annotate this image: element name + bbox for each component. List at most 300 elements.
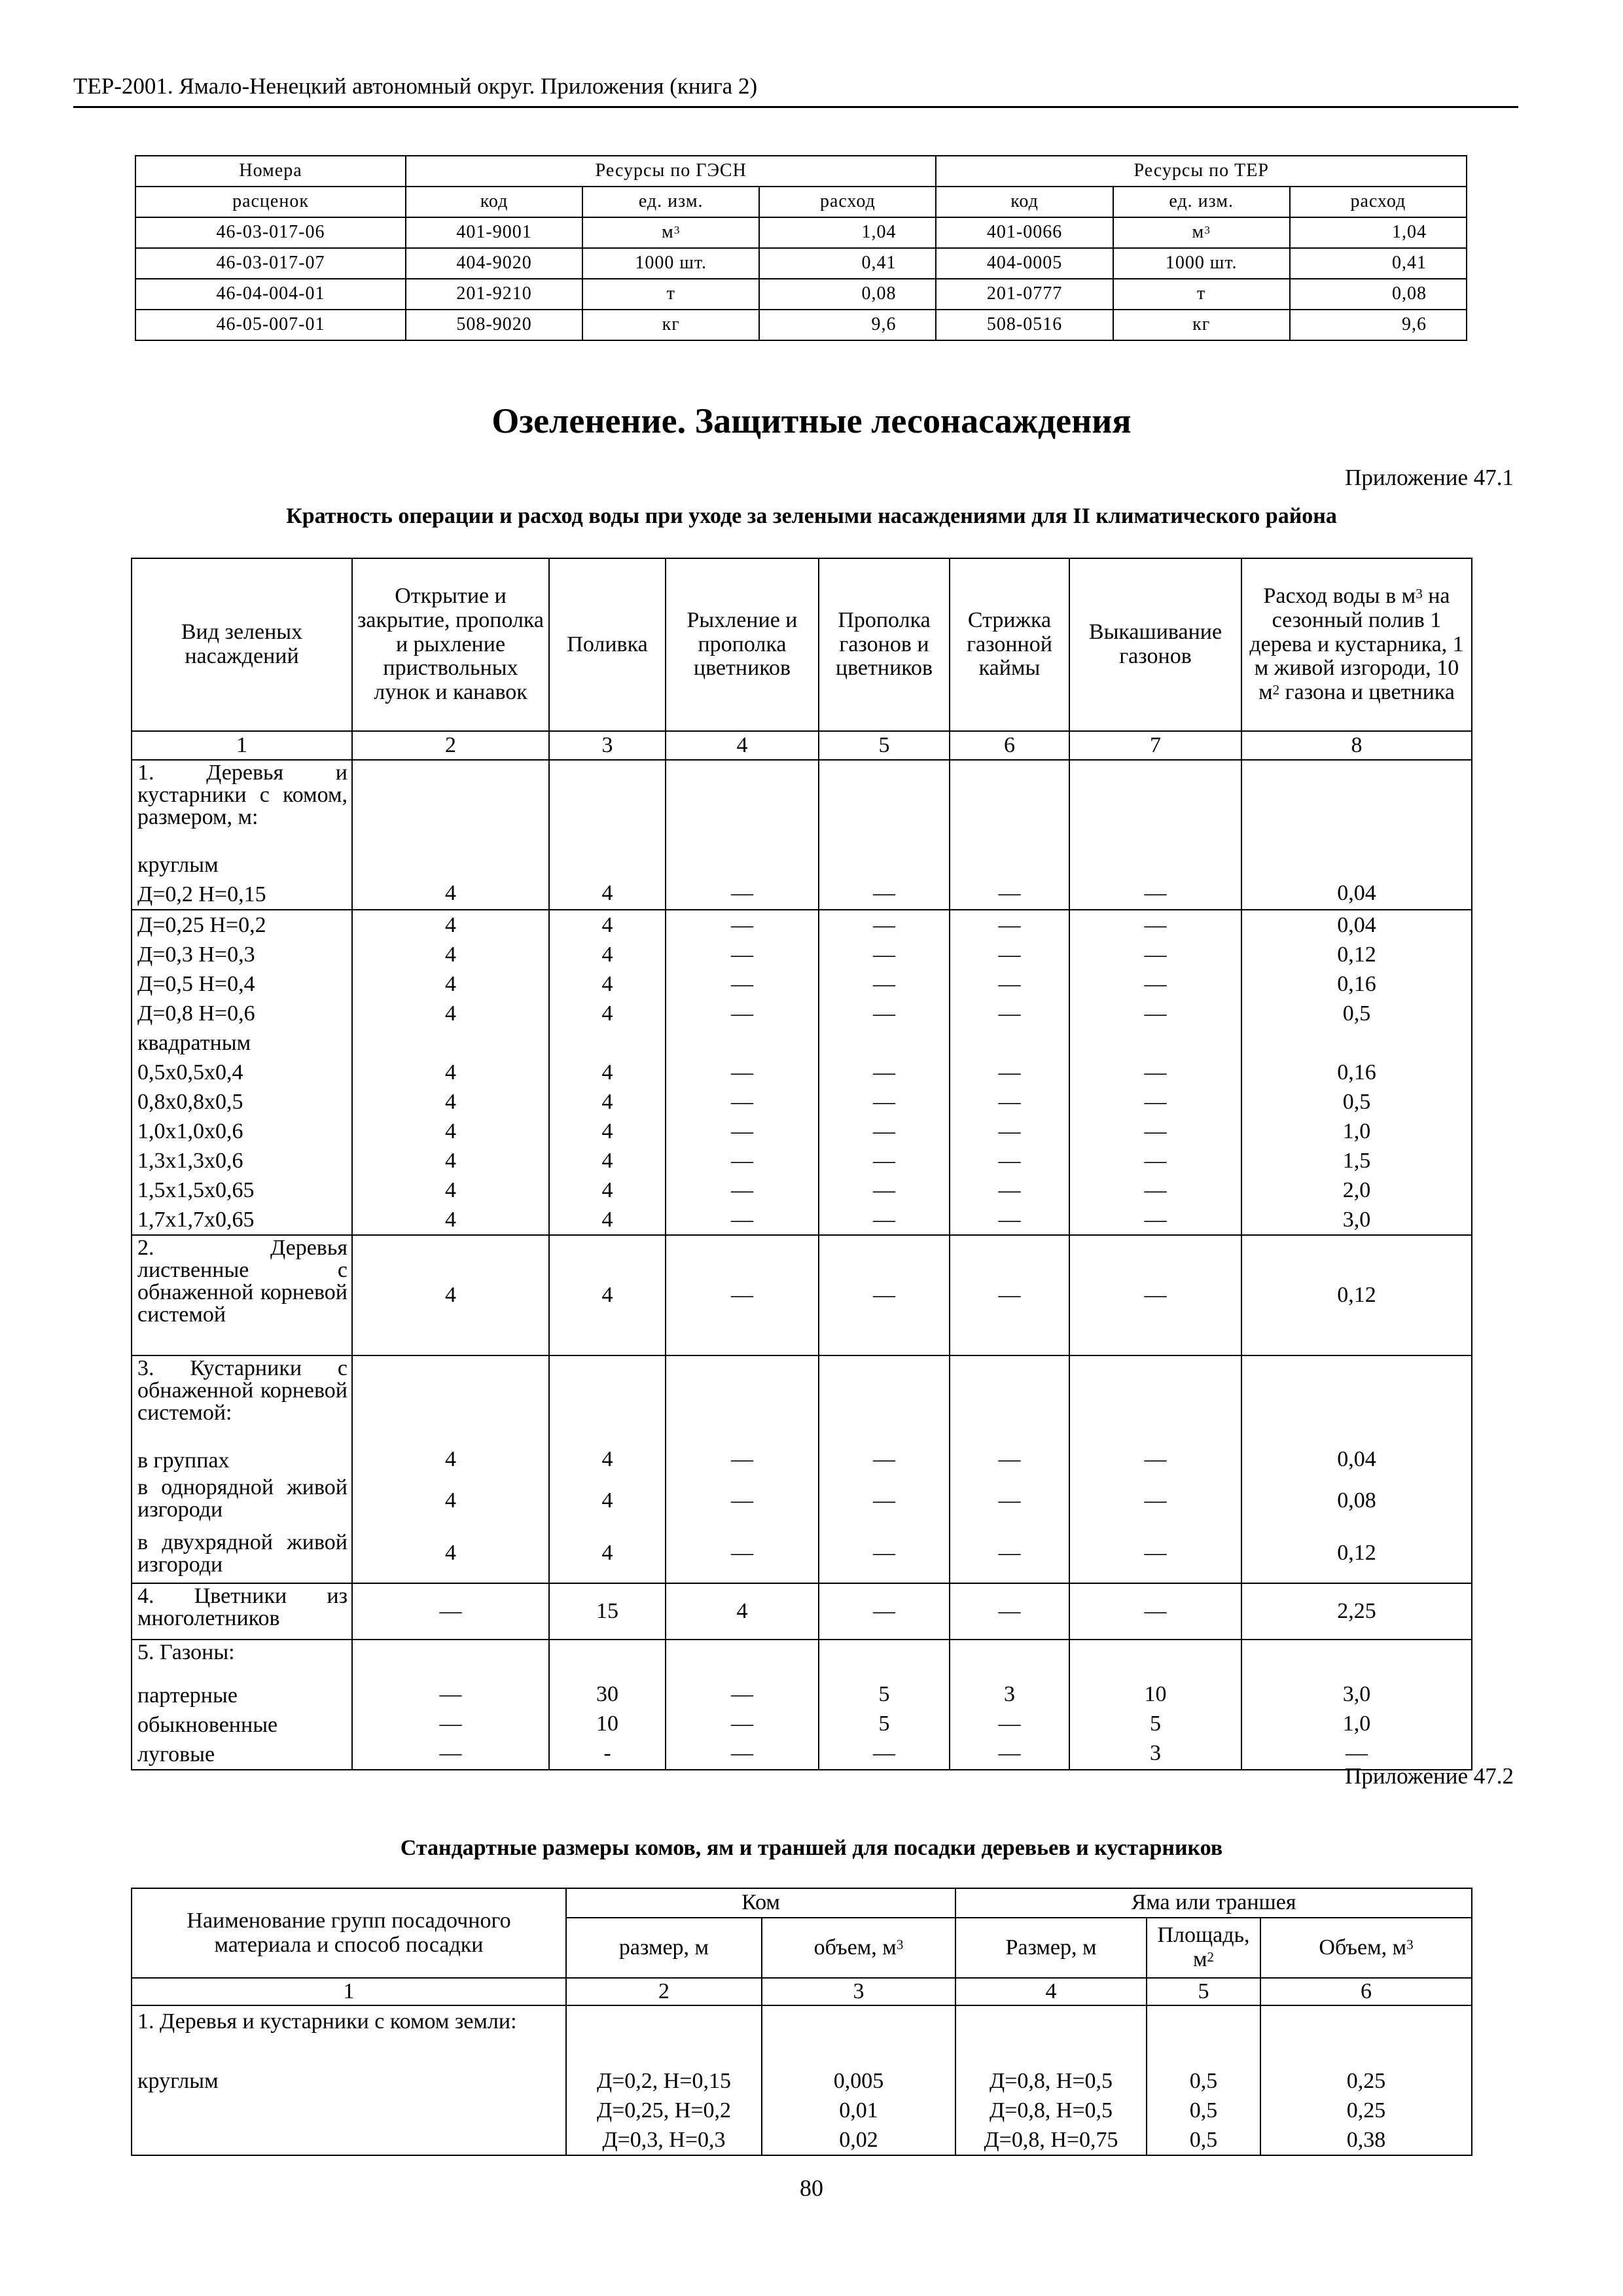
table-cell: 404-0005 — [936, 248, 1113, 279]
item-name: партерные — [137, 1683, 238, 1708]
value-cell — [1241, 1235, 1472, 1355]
value: 4 — [445, 972, 456, 996]
table-row — [135, 248, 1467, 279]
value: — — [731, 1283, 753, 1307]
header-cell: Ком — [566, 1888, 955, 1918]
value-cell — [819, 910, 950, 1235]
value: — — [731, 972, 753, 996]
table-row — [135, 310, 1467, 340]
value-cell — [352, 910, 549, 1235]
value: 0,5 — [1189, 2128, 1218, 2152]
value: — — [731, 913, 753, 937]
table-cell: 1,04 — [759, 217, 936, 248]
value: 0,5 — [1342, 1090, 1371, 1114]
value: 4 — [445, 1149, 456, 1173]
value: 5 — [1150, 1712, 1161, 1736]
column-number: 3 — [549, 731, 666, 760]
value: 4 — [445, 1060, 456, 1085]
value-cell — [1069, 1640, 1241, 1770]
header-cell: Расход воды в $м^3$ на сезонный полив 1 дерева и кустарника, 1 м живой изгороди, 10 $м^2$ газона и цветника — [1241, 558, 1472, 731]
item-name: Д=0,8 Н=0,6 — [137, 1001, 255, 1026]
value: — — [731, 1741, 753, 1765]
item-name: обыкновенные — [137, 1713, 278, 1737]
item-name: круглым — [137, 2069, 219, 2093]
section-title: Озеленение. Защитные лесонасаждения — [491, 401, 1132, 440]
value: — — [998, 1001, 1021, 1026]
header-cell: Стрижка газонной каймы — [950, 558, 1069, 731]
value: — — [1144, 1001, 1167, 1026]
table-caption: Стандартные размеры комов, ям и траншей для посадки деревьев и кустарников — [400, 1836, 1223, 1860]
table-row — [132, 910, 1472, 1235]
table-cell: 1000 шт. — [582, 248, 759, 279]
table-cell: 0,41 — [759, 248, 936, 279]
value: 4 — [445, 1208, 456, 1232]
item-name-cell — [132, 760, 352, 910]
column-number: 3 — [762, 1978, 955, 2005]
column-number: 7 — [1069, 731, 1241, 760]
header-cell: Открытие и закрытие, прополка и рыхление приствольных лунок и канавок — [352, 558, 549, 731]
value: — — [731, 942, 753, 967]
value-cell — [950, 1583, 1069, 1640]
column-number: 1 — [132, 731, 352, 760]
value: 0,005 — [833, 2069, 884, 2093]
value: 0,12 — [1337, 942, 1376, 967]
value-cell — [819, 1640, 950, 1770]
value: — — [731, 1682, 753, 1706]
value-cell — [1260, 2005, 1472, 2155]
header-cell: Ресурсы по ТЕР — [936, 156, 1467, 187]
table-cell: 46-04-004-01 — [135, 279, 406, 310]
value: — — [998, 1599, 1021, 1623]
value-cell — [666, 1583, 819, 1640]
header-cell: расценок — [135, 187, 406, 217]
header-cell: Рыхление и прополка цветников — [666, 558, 819, 731]
header-cell: Яма или траншея — [955, 1888, 1472, 1918]
value-cell — [549, 1640, 666, 1770]
value: — — [873, 1060, 895, 1085]
value-cell — [950, 1235, 1069, 1355]
value: 10 — [596, 1712, 618, 1736]
value: — — [439, 1682, 462, 1706]
value: 3,0 — [1342, 1682, 1371, 1706]
table-cell: 508-9020 — [406, 310, 582, 340]
item-name-cell — [132, 2005, 566, 2155]
table-cell: 46-03-017-06 — [135, 217, 406, 248]
table-cell: 401-9001 — [406, 217, 582, 248]
table-cell: 201-9210 — [406, 279, 582, 310]
value: — — [1144, 1447, 1167, 1471]
item-name: квадратным — [137, 1031, 251, 1055]
value: — — [1144, 1283, 1167, 1307]
header-cell: код — [406, 187, 582, 217]
value: 0,5 — [1189, 2069, 1218, 2093]
value: — — [731, 1208, 753, 1232]
value-cell — [666, 760, 819, 910]
table-cell: т — [1113, 279, 1290, 310]
value: 0,04 — [1337, 913, 1376, 937]
value-cell — [1147, 2005, 1260, 2155]
item-name: 5. Газоны: — [137, 1640, 235, 1664]
value: 2,25 — [1337, 1599, 1376, 1623]
value-cell — [352, 1355, 549, 1583]
value-cell — [352, 1640, 549, 1770]
value: — — [731, 1119, 753, 1143]
value-cell — [1069, 910, 1241, 1235]
value: — — [998, 1119, 1021, 1143]
value: — — [731, 1060, 753, 1085]
table-caption: Кратность операции и расход воды при уходе за зелеными насаждениями для II климатического района — [286, 504, 1337, 528]
header-cell: Прополка газонов и цветников — [819, 558, 950, 731]
value-cell — [819, 1235, 950, 1355]
value: — — [731, 1447, 753, 1471]
value: — — [1144, 1541, 1167, 1565]
column-number: 5 — [1147, 1978, 1260, 2005]
value: — — [873, 942, 895, 967]
value-cell — [1069, 1235, 1241, 1355]
header-cell: ед. изм. — [582, 187, 759, 217]
page-number: 80 — [800, 2175, 823, 2201]
value: — — [998, 1283, 1021, 1307]
value: — — [731, 1541, 753, 1565]
value-cell — [549, 1355, 666, 1583]
value-cell — [666, 1355, 819, 1583]
table-row — [132, 1583, 1472, 1640]
value: 4 — [601, 1488, 613, 1513]
value-cell — [352, 760, 549, 910]
value: 1,5 — [1342, 1149, 1371, 1173]
item-name: 1. Деревья и кустарники с комом, размером, м: — [137, 761, 348, 829]
table-cell: кг — [582, 310, 759, 340]
value: 4 — [445, 1488, 456, 1513]
value-cell — [1241, 1640, 1472, 1770]
value: 3,0 — [1342, 1208, 1371, 1232]
item-name-cell — [132, 910, 352, 1235]
value: 4 — [445, 913, 456, 937]
value: — — [873, 1741, 895, 1765]
item-name: 3. Кустарники с обнаженной корневой системой: — [137, 1356, 348, 1425]
item-name-cell — [132, 1640, 352, 1770]
value-cell — [549, 760, 666, 910]
table-cell: 401-0066 — [936, 217, 1113, 248]
header-cell: Поливка — [549, 558, 666, 731]
table-row — [132, 760, 1472, 910]
value: 4 — [445, 1541, 456, 1565]
value: — — [1144, 1599, 1167, 1623]
table-cell: 46-05-007-01 — [135, 310, 406, 340]
table-row — [132, 2005, 1472, 2155]
value-cell — [352, 1235, 549, 1355]
value-cell — [666, 1235, 819, 1355]
value: — — [439, 1599, 462, 1623]
value: — — [1144, 1208, 1167, 1232]
value: — — [998, 913, 1021, 937]
table-cell: $м^3$ — [1113, 217, 1290, 248]
value: — — [1144, 1119, 1167, 1143]
item-name: Д=0,5 Н=0,4 — [137, 972, 255, 996]
value: — — [998, 1447, 1021, 1471]
value: 10 — [1144, 1682, 1167, 1706]
value: Д=0,8, Н=0,5 — [989, 2069, 1113, 2093]
value-cell — [950, 760, 1069, 910]
value: 0,38 — [1346, 2128, 1386, 2152]
value-cell — [566, 2005, 762, 2155]
value: 0,12 — [1337, 1283, 1376, 1307]
value: 5 — [878, 1682, 890, 1706]
value: — — [998, 1178, 1021, 1202]
value: 4 — [601, 972, 613, 996]
item-name: 1. Деревья и кустарники с комом земли: — [137, 2009, 517, 2034]
value: — — [873, 1447, 895, 1471]
value: — — [998, 972, 1021, 996]
value: — — [873, 1488, 895, 1513]
value: — — [998, 1712, 1021, 1736]
appendix-label: Приложение 47.2 — [1345, 1763, 1514, 1789]
column-number: 5 — [819, 731, 950, 760]
value: — — [998, 1090, 1021, 1114]
value: Д=0,8, Н=0,75 — [984, 2128, 1118, 2152]
item-name: 1,3х1,3х0,6 — [137, 1149, 243, 1173]
item-name: в группах — [137, 1448, 230, 1473]
value: 0,12 — [1337, 1541, 1376, 1565]
value: 4 — [736, 1599, 748, 1623]
value: 0,04 — [1337, 881, 1376, 905]
header-cell: Выкашивание газонов — [1069, 558, 1241, 731]
header-cell: расход — [1290, 187, 1467, 217]
value: 4 — [445, 942, 456, 967]
table-cell: кг — [1113, 310, 1290, 340]
value-cell — [549, 1235, 666, 1355]
value: — — [998, 1741, 1021, 1765]
table-cell: 404-9020 — [406, 248, 582, 279]
value-cell — [549, 1583, 666, 1640]
header-cell: Номера — [135, 156, 406, 187]
value: — — [1144, 913, 1167, 937]
value: 4 — [601, 1447, 613, 1471]
table-cell: 1,04 — [1290, 217, 1467, 248]
value: 4 — [445, 1283, 456, 1307]
item-name: Д=0,2 Н=0,15 — [137, 882, 266, 906]
item-name: 0,8х0,8х0,5 — [137, 1090, 243, 1114]
value: 1,0 — [1342, 1119, 1371, 1143]
header-cell: Размер, м — [955, 1918, 1147, 1978]
value: — — [1144, 1488, 1167, 1513]
header-cell: Площадь, $м^2$ — [1147, 1918, 1260, 1978]
value: — — [873, 1178, 895, 1202]
value: — — [439, 1741, 462, 1765]
value: — — [731, 1090, 753, 1114]
value: 4 — [445, 1001, 456, 1026]
value: 4 — [445, 1090, 456, 1114]
value: — — [873, 1090, 895, 1114]
value: 4 — [601, 1119, 613, 1143]
value-cell — [1069, 1583, 1241, 1640]
value: 4 — [601, 942, 613, 967]
value: 4 — [445, 881, 456, 905]
value: — — [1144, 1178, 1167, 1202]
column-number: 6 — [1260, 1978, 1472, 2005]
table-cell: 0,08 — [759, 279, 936, 310]
value: 0,08 — [1337, 1488, 1376, 1513]
value-cell — [819, 760, 950, 910]
item-name-cell — [132, 1235, 352, 1355]
table-cell: 0,41 — [1290, 248, 1467, 279]
header-cell: Наименование групп посадочного материала и способ посадки — [132, 1888, 566, 1978]
table-row — [132, 1235, 1472, 1355]
item-name: в однорядной живой изгороди — [137, 1475, 348, 1522]
value-cell — [666, 910, 819, 1235]
value: — — [731, 1488, 753, 1513]
value: 0,01 — [839, 2098, 878, 2123]
column-number: 4 — [666, 731, 819, 760]
value: — — [873, 1541, 895, 1565]
value: 4 — [445, 1119, 456, 1143]
table-cell: 9,6 — [759, 310, 936, 340]
appendix-label: Приложение 47.1 — [1345, 465, 1514, 490]
value: 4 — [601, 1208, 613, 1232]
value: — — [1144, 1060, 1167, 1085]
item-name: 0,5х0,5х0,4 — [137, 1060, 243, 1085]
value: 4 — [445, 1178, 456, 1202]
value: 4 — [601, 1060, 613, 1085]
value: 3 — [1150, 1741, 1161, 1765]
value: 0,02 — [839, 2128, 878, 2152]
value-cell — [1241, 910, 1472, 1235]
value: — — [1346, 1741, 1368, 1765]
value: — — [873, 1149, 895, 1173]
item-name-cell — [132, 1355, 352, 1583]
table-cell: 1000 шт. — [1113, 248, 1290, 279]
running-header: ТЕР-2001. Ямало-Ненецкий автономный округ. Приложения (книга 2) — [73, 73, 1518, 108]
value: Д=0,8, Н=0,5 — [989, 2098, 1113, 2123]
value: — — [1144, 1090, 1167, 1114]
item-name: 1,5х1,5х0,65 — [137, 1178, 255, 1202]
value: 0,5 — [1189, 2098, 1218, 2123]
value: Д=0,25, Н=0,2 — [596, 2098, 732, 2123]
value-cell — [762, 2005, 955, 2155]
column-number: 2 — [352, 731, 549, 760]
value: Д=0,3, Н=0,3 — [602, 2128, 726, 2152]
value: — — [873, 1283, 895, 1307]
value: — — [731, 881, 753, 905]
value: 4 — [601, 913, 613, 937]
item-name: луговые — [137, 1742, 215, 1767]
item-name: 4. Цветники из многолетников — [137, 1584, 348, 1630]
column-number: 2 — [566, 1978, 762, 2005]
table-cell: $м^3$ — [582, 217, 759, 248]
value: — — [1144, 942, 1167, 967]
value: 4 — [601, 1001, 613, 1026]
header-cell: Вид зеленых насаждений — [132, 558, 352, 731]
value: — — [998, 1060, 1021, 1085]
value-cell — [955, 2005, 1147, 2155]
item-name: в двухрядной живой изгороди — [137, 1530, 348, 1577]
value: — — [873, 881, 895, 905]
table-cell: 9,6 — [1290, 310, 1467, 340]
value: 4 — [601, 1178, 613, 1202]
header-cell: размер, м — [566, 1918, 762, 1978]
value-cell — [1241, 760, 1472, 910]
value: 0,04 — [1337, 1447, 1376, 1471]
table-cell: 46-03-017-07 — [135, 248, 406, 279]
value: — — [873, 1208, 895, 1232]
value-cell — [950, 1640, 1069, 1770]
value: 0,25 — [1346, 2098, 1386, 2123]
value: — — [439, 1712, 462, 1736]
column-number: 8 — [1241, 731, 1472, 760]
value: 2,0 — [1342, 1178, 1371, 1202]
table-cell: 0,08 — [1290, 279, 1467, 310]
value: — — [998, 1541, 1021, 1565]
item-name: 1,7х1,7х0,65 — [137, 1208, 255, 1232]
value-cell — [1069, 1355, 1241, 1583]
header-cell: объем, $м^3$ — [762, 1918, 955, 1978]
item-name: 1,0х1,0х0,6 — [137, 1119, 243, 1143]
value: 4 — [445, 1447, 456, 1471]
value: 4 — [601, 1090, 613, 1114]
value: — — [998, 881, 1021, 905]
value: 0,16 — [1337, 1060, 1376, 1085]
item-name: 2. Деревья лиственные с обнаженной корневой системой — [137, 1236, 348, 1327]
value: — — [873, 972, 895, 996]
value: 4 — [601, 1541, 613, 1565]
value: — — [731, 1001, 753, 1026]
value: — — [998, 1149, 1021, 1173]
header-cell: Ресурсы по ГЭСН — [406, 156, 936, 187]
table-row — [135, 217, 1467, 248]
table-row — [132, 1355, 1472, 1583]
item-name: Д=0,25 Н=0,2 — [137, 913, 266, 937]
value: 0,16 — [1337, 972, 1376, 996]
table-cell: 201-0777 — [936, 279, 1113, 310]
value: — — [731, 1149, 753, 1173]
value: — — [873, 1599, 895, 1623]
value: 4 — [601, 1149, 613, 1173]
value: 5 — [878, 1712, 890, 1736]
table-cell: 508-0516 — [936, 310, 1113, 340]
value: 0,25 — [1346, 2069, 1386, 2093]
value: 4 — [601, 881, 613, 905]
value-cell — [352, 1583, 549, 1640]
table-row — [132, 1640, 1472, 1770]
value: Д=0,2, Н=0,15 — [596, 2069, 732, 2093]
item-name-cell — [132, 1583, 352, 1640]
value: 1,0 — [1342, 1712, 1371, 1736]
value: 15 — [596, 1599, 618, 1623]
value-cell — [1241, 1583, 1472, 1640]
value: — — [1144, 1149, 1167, 1173]
value: — — [873, 1001, 895, 1026]
resources-table — [135, 155, 1467, 341]
item-name: круглым — [137, 853, 219, 877]
value: - — [603, 1741, 611, 1765]
value: — — [873, 913, 895, 937]
table-row — [135, 279, 1467, 310]
value-cell — [819, 1355, 950, 1583]
header-cell: ед. изм. — [1113, 187, 1290, 217]
header-cell: расход — [759, 187, 936, 217]
value: — — [873, 1119, 895, 1143]
value-cell — [950, 910, 1069, 1235]
value: — — [998, 1488, 1021, 1513]
value: — — [731, 1178, 753, 1202]
table-cell: т — [582, 279, 759, 310]
value-cell — [549, 910, 666, 1235]
item-name: Д=0,3 Н=0,3 — [137, 942, 255, 967]
column-number: 4 — [955, 1978, 1147, 2005]
value: — — [1144, 881, 1167, 905]
value-cell — [1069, 760, 1241, 910]
value-cell — [666, 1640, 819, 1770]
